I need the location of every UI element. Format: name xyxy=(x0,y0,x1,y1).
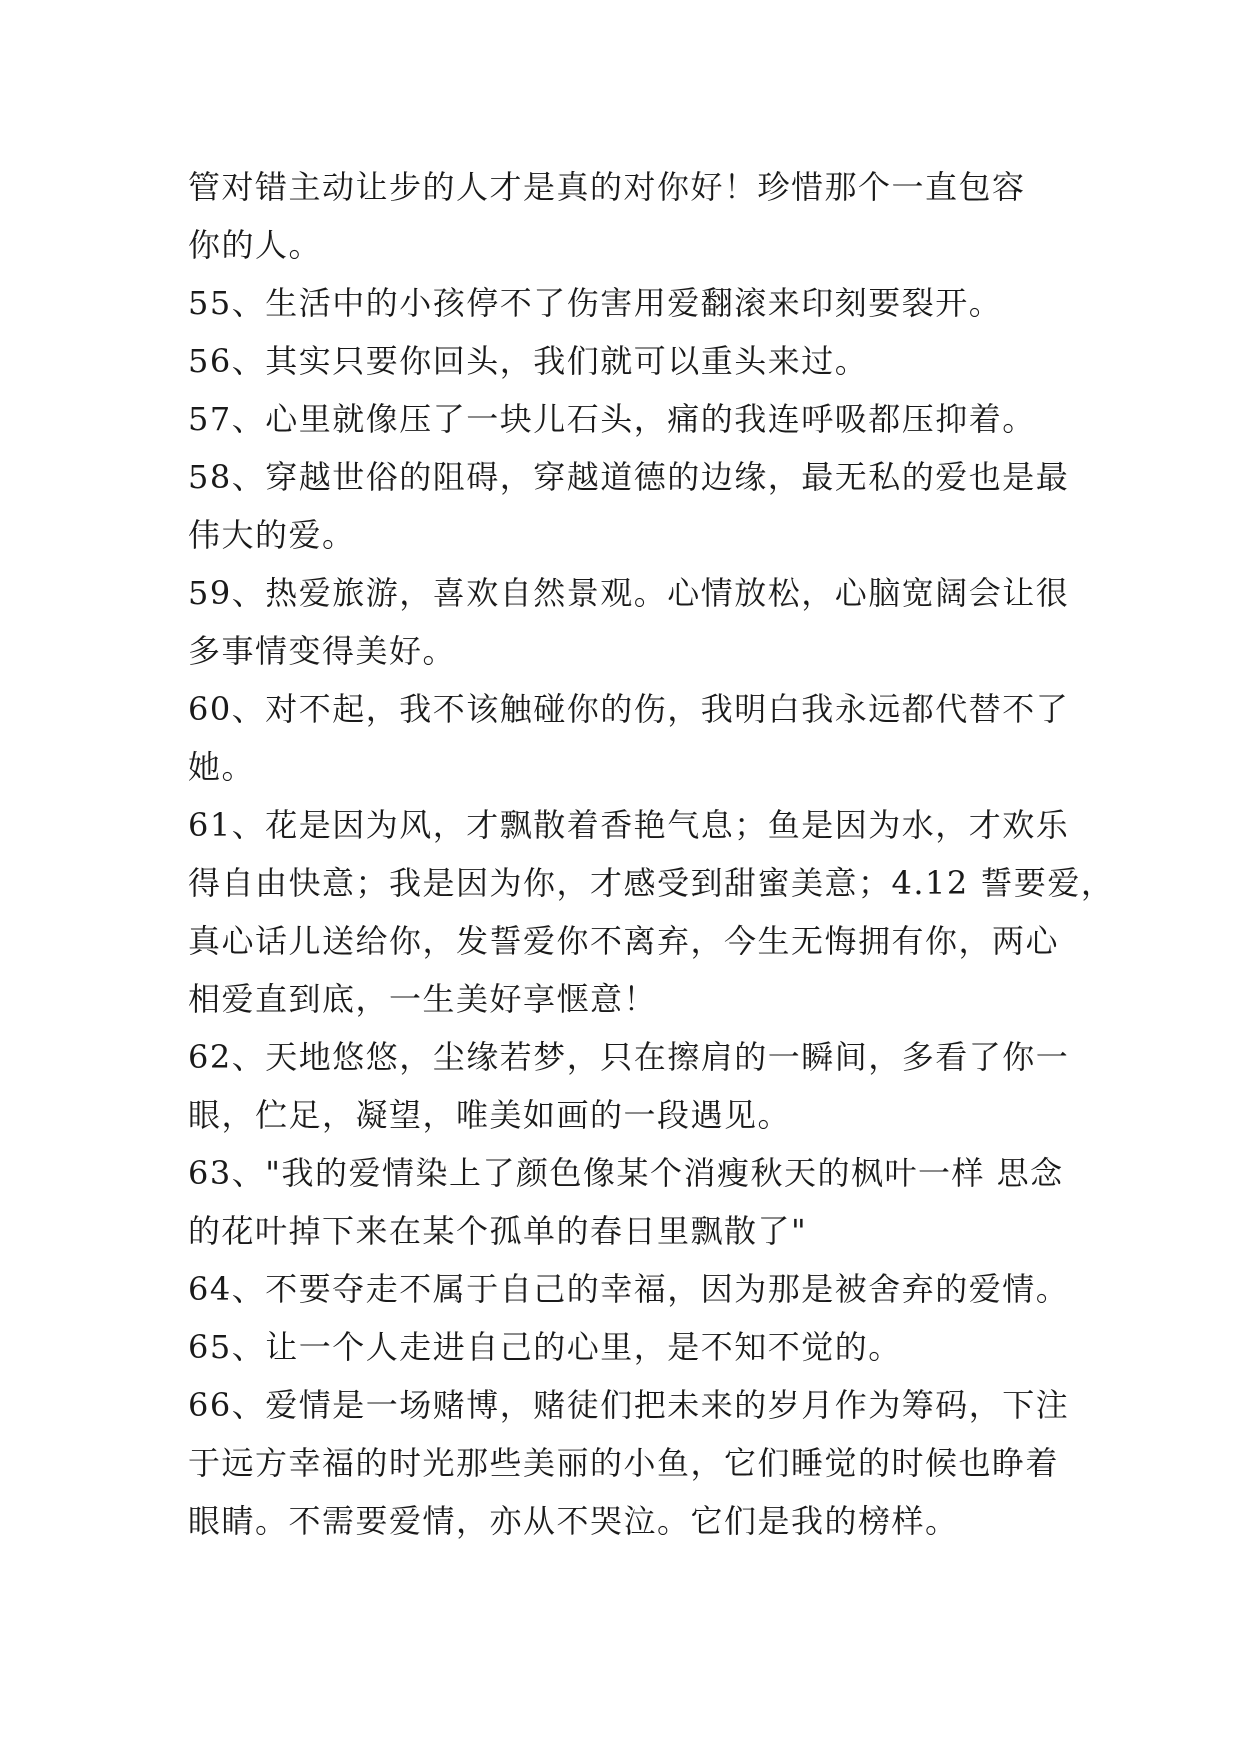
text-line: 眼，伫足，凝望，唯美如画的一段遇见。 xyxy=(188,1096,792,1134)
text-line: 64、不要夺走不属于自己的幸福，因为那是被舍弃的爱情。 xyxy=(188,1270,1070,1308)
text-line: 58、穿越世俗的阻碍，穿越道德的边缘，最无私的爱也是最 xyxy=(188,458,1070,496)
text-line: 57、心里就像压了一块儿石头，痛的我连呼吸都压抑着。 xyxy=(188,400,1036,438)
text-line: 62、天地悠悠，尘缘若梦，只在擦肩的一瞬间，多看了你一 xyxy=(188,1038,1070,1076)
text-line: 的花叶掉下来在某个孤单的春日里飘散了" xyxy=(188,1212,808,1250)
text-line: 真心话儿送给你，发誓爱你不离弃，今生无悔拥有你，两心 xyxy=(188,922,1060,960)
body-text xyxy=(188,158,1115,1550)
text-line: 她。 xyxy=(188,748,256,786)
text-line: 伟大的爱。 xyxy=(188,516,356,554)
text-line: 你的人。 xyxy=(188,226,323,264)
text-line: 得自由快意；我是因为你，才感受到甜蜜美意；4.12 誓要爱， xyxy=(188,864,1115,902)
text-line: 眼睛。不需要爱情，亦从不哭泣。它们是我的榜样。 xyxy=(188,1502,959,1540)
text-line: 63、"我的爱情染上了颜色像某个消瘦秋天的枫叶一样 思念 xyxy=(188,1154,1064,1192)
text-line: 相爱直到底，一生美好享惬意！ xyxy=(188,980,658,1018)
text-line: 60、对不起，我不该触碰你的伤，我明白我永远都代替不了 xyxy=(188,690,1070,728)
text-line: 61、花是因为风，才飘散着香艳气息；鱼是因为水，才欢乐 xyxy=(188,806,1070,844)
text-line: 管对错主动让步的人才是真的对你好！珍惜那个一直包容 xyxy=(188,168,1026,206)
text-line: 59、热爱旅游，喜欢自然景观。心情放松，心脑宽阔会让很 xyxy=(188,574,1070,612)
text-line: 65、让一个人走进自己的心里，是不知不觉的。 xyxy=(188,1328,902,1366)
text-line: 56、其实只要你回头，我们就可以重头来过。 xyxy=(188,342,869,380)
text-line: 多事情变得美好。 xyxy=(188,632,457,670)
text-line: 66、爱情是一场赌博，赌徒们把未来的岁月作为筹码，下注 xyxy=(188,1386,1070,1424)
text-line: 55、生活中的小孩停不了伤害用爱翻滚来印刻要裂开。 xyxy=(188,284,1003,322)
text-line: 于远方幸福的时光那些美丽的小鱼，它们睡觉的时候也睁着 xyxy=(188,1444,1060,1482)
